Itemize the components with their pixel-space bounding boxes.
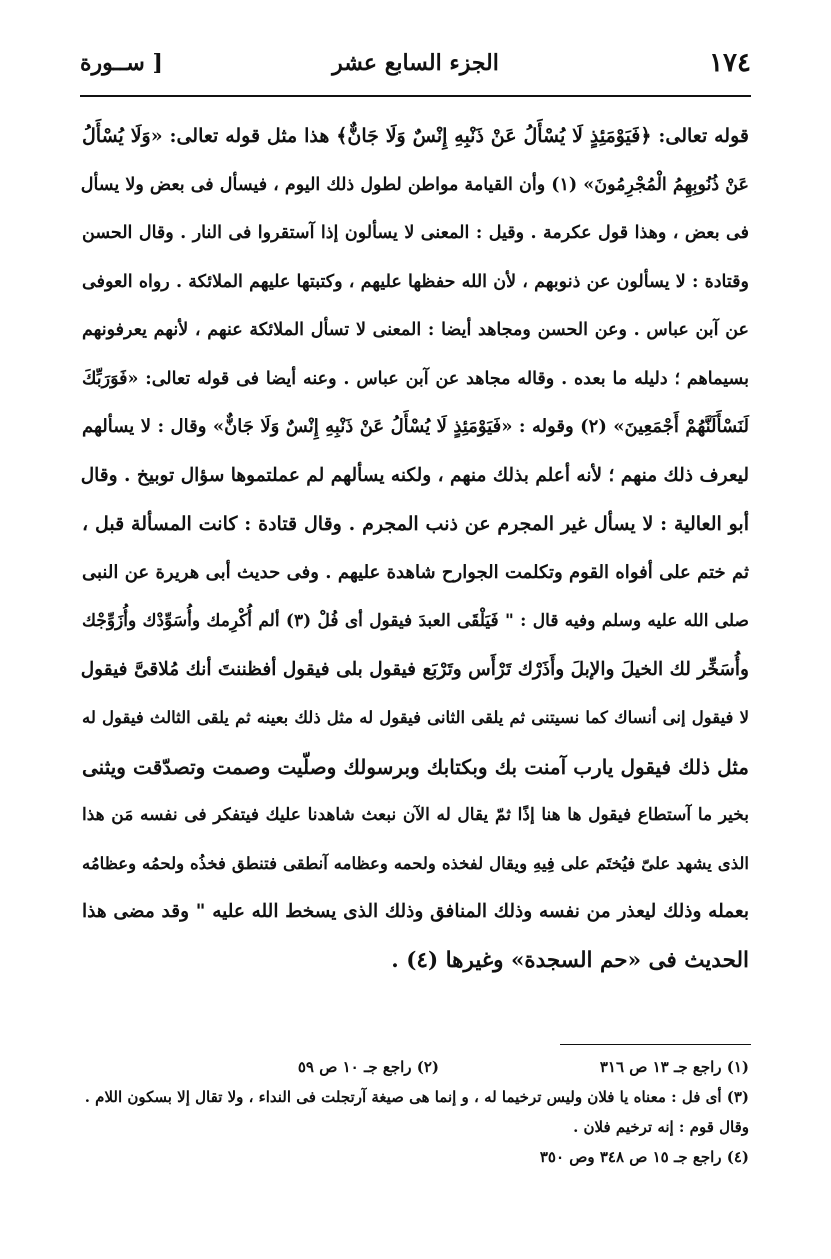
text-line: عَنْ ذُنُوبِهِمُ الْمُجْرِمُونَ» (١) وأن القيامة مواطن لطول ذلك اليوم ، فيسأل فى بعض ولا يسأل bbox=[80, 174, 749, 195]
text-line: بسيماهم ؛ دليله ما بعده . وقاله مجاهد عن آبن عباس . وعنه أيضا فى قوله تعالى: «فَوَرَبِّكَ bbox=[82, 368, 749, 389]
text-line: قوله تعالى: ﴿فَيَوْمَئِذٍ لَا يُسْأَلُ عَنْ ذَنْبِهِ إِنْسٌ وَلَا جَانٌّ﴾ هذا مثل قوله تعالى: «وَلَا يُسْأَلُ bbox=[82, 125, 749, 147]
text-line: وقتادة : لا يسألون عن ذنوبهم ، لأن الله حفظها عليهم ، وكتبتها عليهم الملائكة . رواه العوفى bbox=[82, 271, 749, 292]
text-line: لَنَسْأَلَنَّهُمْ أَجْمَعِينَ» (٢) وقوله : «فَيَوْمَئِذٍ لَا يُسْأَلُ عَنْ ذَنْبِهِ إِنْسٌ وَلَا جَانٌّ» وقال : لا يسألهم bbox=[82, 416, 749, 437]
header-rule bbox=[80, 95, 751, 97]
text-line: بعمله وذلك ليعذر من نفسه وذلك المنافق وذلك الذى يسخط الله عليه " وقد مضى هذا bbox=[82, 901, 749, 922]
text-line: لا فيقول إنى أنساك كما نسيتنى ثم يلقى الثانى فيقول له مثل ذلك بعينه ثم يلقى الثالث فيقول له bbox=[82, 708, 749, 727]
footnote-2: (٢) راجع جـ ١٠ ص ٥٩ bbox=[297, 1058, 439, 1076]
footnote-4: (٤) راجع جـ ١٥ ص ٣٤٨ وص ٣٥٠ bbox=[539, 1148, 749, 1166]
text-line: ثم ختم على أفواه القوم وتكلمت الجوارح شاهدة عليهم . وفى حديث أبى هريرة عن النبى bbox=[82, 561, 749, 583]
page-header bbox=[80, 42, 751, 92]
running-title: الجزء السابع عشر bbox=[332, 50, 499, 76]
text-line: الحديث فى «حم السجدة» وغيرها (٤) . bbox=[391, 947, 749, 973]
text-line: عن آبن عباس . وعن الحسن ومجاهد أيضا : المعنى لا تسأل الملائكة عنهم ، لأنهم يعرفونهم bbox=[82, 320, 749, 340]
text-line: فى بعض ، وهذا قول عكرمة . وقيل : المعنى لا يسألون إذا آستقروا فى النار . وقال الحسن bbox=[82, 223, 749, 243]
main-text bbox=[82, 112, 749, 985]
text-line: وأُسَخِّر لك الخيلَ والإبلَ وأَذَرْك تَرْأَس وتَرْبَع فيقول بلى فيقول أفظننتَ أنك مُلاقىَّ فيقول bbox=[80, 658, 749, 680]
surah-label: [ ســورة bbox=[80, 50, 163, 76]
footnotes bbox=[82, 1052, 749, 1172]
text-line: بخير ما آستطاع فيقول ها هنا إذًا ثمّ يقال له الآن نبعث شاهدنا عليك فيتفكر فى نفسه مَن هذا bbox=[82, 805, 749, 825]
text-line: الذى يشهد علىّ فيُختَم على فِيهِ ويقال لفخذه ولحمه وعظامه آنطقى فتنطق فخذُه ولحمُه وعظامُه bbox=[82, 853, 749, 873]
text-line: ليعرف ذلك منهم ؛ لأنه أعلم بذلك منهم ، ولكنه يسألهم لم عملتموها سؤال توبيخ . وقال bbox=[80, 464, 749, 486]
text-line: صلى الله عليه وسلم وفيه قال : " فَيَلْقَى العبدَ فيقول أى فُلْ (٣) ألم أُكْرِمك وأُسَوِّدْك وأُزَوِّجْك bbox=[82, 611, 749, 631]
footnote-1: (١) راجع جـ ١٣ ص ٣١٦ bbox=[599, 1058, 749, 1076]
footnote-rule bbox=[560, 1044, 751, 1045]
footnote-row bbox=[82, 1052, 749, 1082]
text-line: أبو العالية : لا يسأل غير المجرم عن ذنب المجرم . وقال قتادة : كانت المسألة قبل ، bbox=[82, 513, 749, 535]
page-number: ١٧٤ bbox=[709, 48, 751, 78]
text-line: مثل ذلك فيقول يارب آمنت بك وبكتابك وبرسولك وصلّيت وصمت وتصدّقت ويثنى bbox=[82, 754, 749, 779]
footnote-3: (٣) أى فل : معناه يا فلان وليس ترخيما له ، و إنما هى صيغة آرتجلت فى النداء ، ولا تقال إلا بسكون اللام . bbox=[84, 1088, 749, 1106]
footnote-3-continuation: وقال قوم : إنه ترخيم فلان . bbox=[573, 1118, 749, 1136]
